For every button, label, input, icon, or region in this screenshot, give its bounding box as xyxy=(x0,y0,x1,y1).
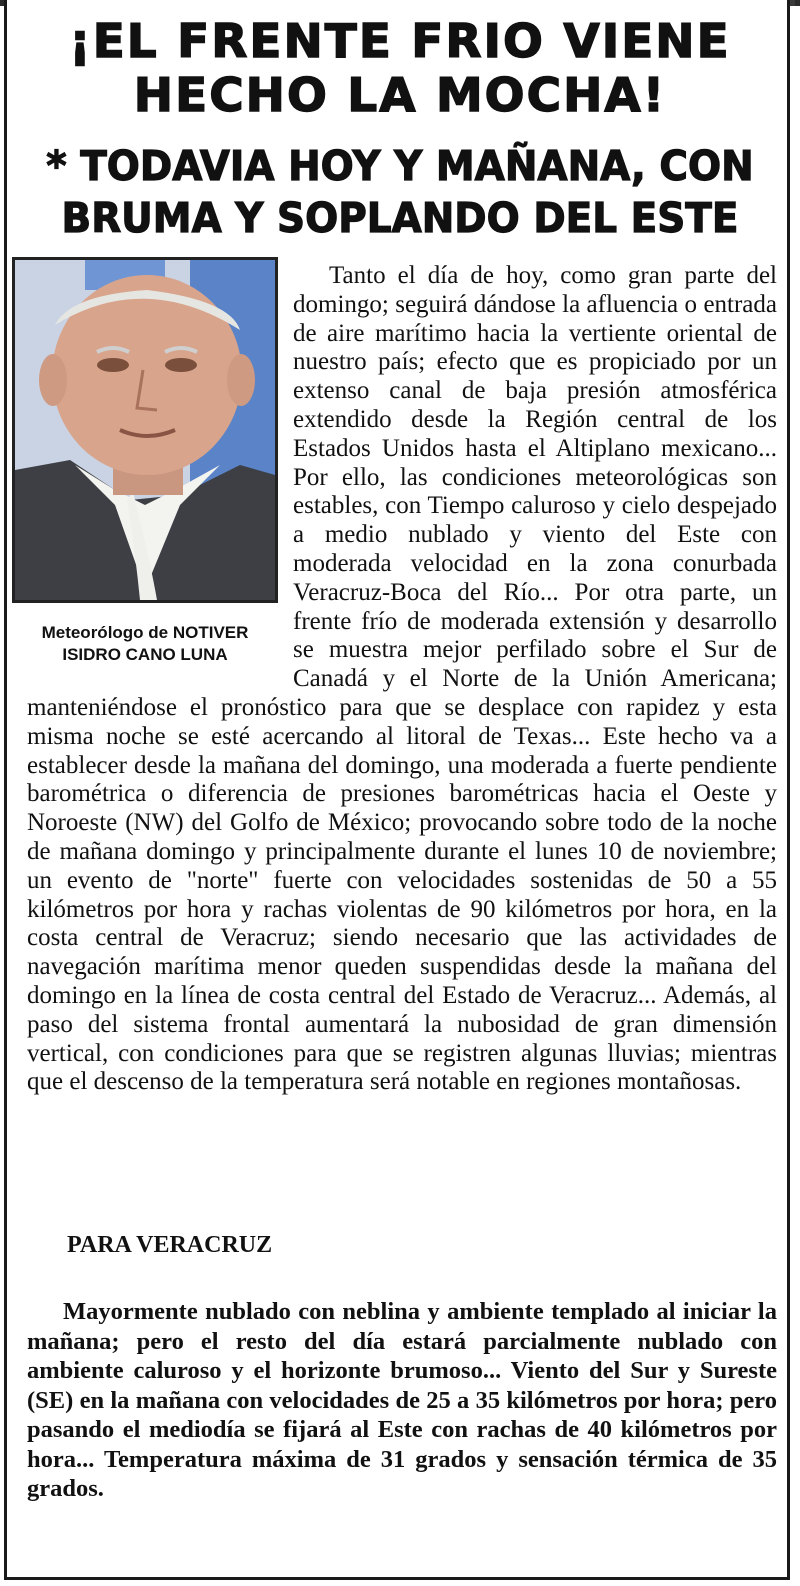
forecast-section-title: PARA VERACRUZ xyxy=(67,1232,273,1258)
headline-subhead: * TODAVIA HOY Y MAÑANA, CON BRUMA Y SOPLANDO DEL ESTE xyxy=(46,142,754,242)
news-article xyxy=(4,0,790,1580)
headline-main: ¡EL FRENTE FRIO VIENE HECHO LA MOCHA! xyxy=(69,14,731,122)
article-body-paragraph xyxy=(27,262,777,1097)
caption-title: Meteorólogo de NOTIVER xyxy=(41,623,249,642)
article-body-text: Tanto el día de hoy, como gran parte del domingo; seguirá dándose la afluencia o entrada de aire marítimo hacia la vertiente oriental de nuestro país; efecto que es propiciado por un extenso canal de baja presión atmosférica extendido desde la Región central de los Estados Unidos hasta el Altiplano mexicano... Por ello, las condiciones meteorológicas son estables, con Tiempo caluroso y cielo despejado a medio nublado y viento del Este con moderada velocidad en la zona conurbada Veracruz-Boca del Río... Por otra parte, un frente frío de moderada extensión y desarrollo se muestra mejor perfilado sobre el Sur de Canadá y el Norte de la Unión Americana; manteniéndose el pronóstico para que se desplace con rapidez y esta misma noche se esté acercando al litoral de Texas... Este hecho va a establecer desde la mañana del domingo, una moderada a fuerte pendiente barométrica o diferencia de presiones barométricas hacia el Oeste y Noroeste (NW) del Golfo de México; provocando sobre todo de la noche de mañana domingo y principalmente durante el lunes 10 de noviembre; un evento de "norte" fuerte con velocidades sostenidas de 50 a 55 kilómetros por hora y rachas violentas de 90 kilómetros por hora, en la costa central de Veracruz; siendo necesario que las actividades de navegación marítima menor queden suspendidas desde la mañana del domingo en la línea de costa central del Estado de Veracruz... Además, al paso del sistema frontal aumentará la nubosidad de gran dimensión vertical, con condiciones para que se registren algunas lluvias; mientras que el descenso de la temperatura será notable en regiones montañosas. xyxy=(27,262,777,1096)
photo-wrap-spacer xyxy=(27,262,293,682)
forecast-paragraph xyxy=(27,1297,777,1504)
forecast-text: Mayormente nublado con neblina y ambiente templado al iniciar la mañana; pero el resto del día estará parcialmente nublado con ambiente caluroso y el horizonte brumoso... Viento del Sur y Sureste (SE) en la mañana con velocidades de 25 a 35 kilómetros por hora; pero pasando el mediodía se fijará al Este con rachas de 40 kilómetros por hora... Temperatura máxima de 31 grados y sensación térmica de 35 grados. xyxy=(27,1298,777,1502)
caption-name: ISIDRO CANO LUNA xyxy=(62,645,228,664)
